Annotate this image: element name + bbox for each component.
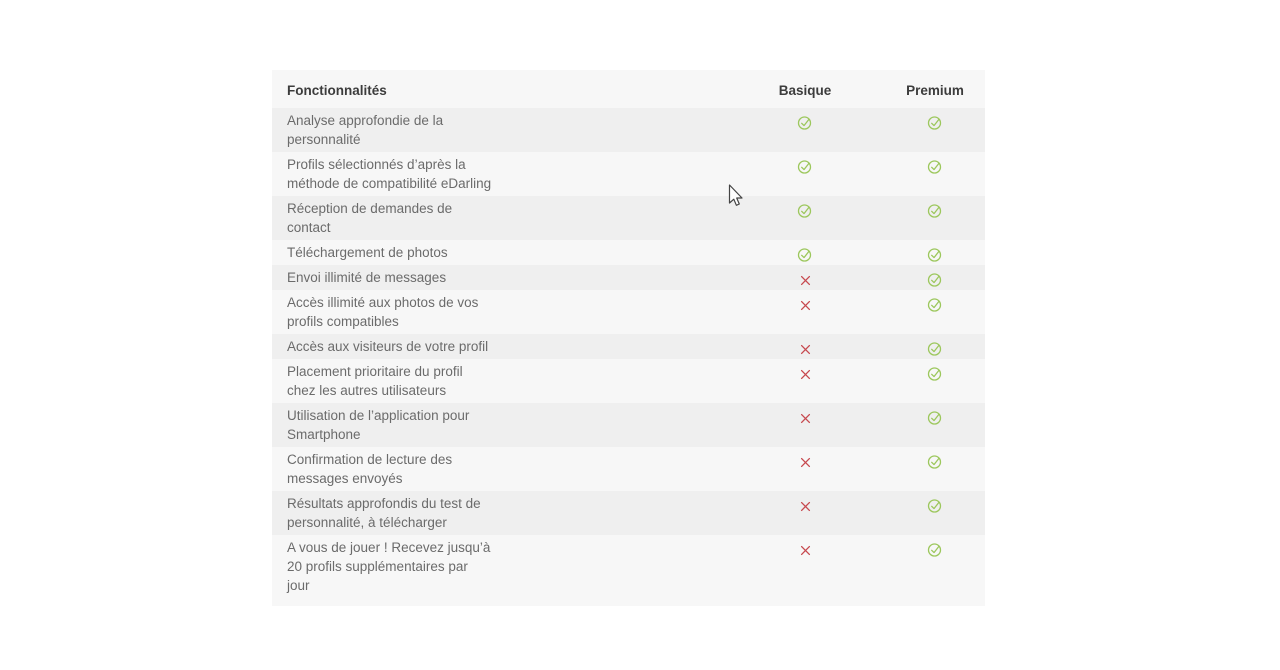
cross-icon	[800, 300, 811, 311]
cross-icon	[800, 413, 811, 424]
cross-icon	[800, 457, 811, 468]
premium-cell	[885, 334, 985, 359]
feature-label	[287, 337, 715, 356]
table-row	[272, 535, 985, 598]
check-circle-icon	[927, 498, 943, 514]
feature-label-line: Accès illimité aux photos de vos	[287, 295, 479, 310]
feature-label-line: chez les autres utilisateurs	[287, 383, 447, 398]
basique-cell	[725, 290, 885, 334]
feature-label	[287, 494, 715, 532]
feature-label-line: Résultats approfondis du test de	[287, 496, 481, 511]
feature-label-line: Confirmation de lecture des	[287, 452, 453, 467]
feature-label	[287, 406, 715, 444]
premium-cell	[885, 108, 985, 152]
basique-cell	[725, 491, 885, 535]
premium-cell	[885, 403, 985, 447]
premium-cell	[885, 152, 985, 196]
table-row	[272, 403, 985, 447]
feature-label-line: Accès aux visiteurs de votre profil	[287, 339, 489, 354]
premium-column-header: Premium	[906, 83, 964, 98]
feature-label-line: Utilisation de l’application pour	[287, 408, 470, 423]
check-circle-icon	[927, 341, 943, 357]
premium-cell	[885, 491, 985, 535]
feature-label	[287, 362, 715, 400]
check-circle-icon	[927, 247, 943, 263]
basique-cell	[725, 334, 885, 359]
check-circle-icon	[797, 203, 813, 219]
premium-cell	[885, 196, 985, 240]
basique-cell	[725, 265, 885, 290]
check-circle-icon	[797, 247, 813, 263]
check-circle-icon	[927, 454, 943, 470]
feature-label-line: 20 profils supplémentaires par	[287, 559, 468, 574]
check-circle-icon	[927, 542, 943, 558]
feature-label-line: Réception de demandes de	[287, 201, 453, 216]
check-circle-icon	[797, 115, 813, 131]
check-circle-icon	[927, 159, 943, 175]
features-column-header: Fonctionnalités	[287, 83, 387, 98]
feature-label-line: personnalité, à télécharger	[287, 515, 447, 530]
feature-label-line: Envoi illimité de messages	[287, 270, 447, 285]
cross-icon	[800, 545, 811, 556]
feature-label-line: Téléchargement de photos	[287, 245, 448, 260]
feature-label-line: Profils sélectionnés d’après la	[287, 157, 466, 172]
table-row	[272, 152, 985, 196]
feature-label	[287, 155, 715, 193]
check-circle-icon	[927, 297, 943, 313]
feature-label	[287, 268, 715, 287]
basique-column-header: Basique	[778, 83, 832, 98]
premium-cell	[885, 240, 985, 265]
table-row	[272, 334, 985, 359]
feature-label	[287, 450, 715, 488]
table-row	[272, 290, 985, 334]
premium-cell	[885, 535, 985, 598]
check-circle-icon	[927, 115, 943, 131]
table-row	[272, 265, 985, 290]
basique-cell	[725, 152, 885, 196]
feature-label	[287, 243, 715, 262]
table-header-row	[272, 70, 985, 108]
basique-cell	[725, 535, 885, 598]
basique-cell	[725, 403, 885, 447]
feature-label-line: jour	[287, 578, 310, 593]
feature-label-line: personnalité	[287, 132, 361, 147]
basique-cell	[725, 108, 885, 152]
feature-label	[287, 111, 715, 149]
feature-label-line: méthode de compatibilité eDarling	[287, 176, 492, 191]
basique-cell	[725, 240, 885, 265]
table-row	[272, 108, 985, 152]
feature-label	[287, 538, 715, 595]
plan-comparison-table	[272, 70, 985, 606]
feature-label-line: Placement prioritaire du profil	[287, 364, 463, 379]
feature-label	[287, 293, 715, 331]
table-row	[272, 491, 985, 535]
table-row	[272, 196, 985, 240]
check-circle-icon	[927, 203, 943, 219]
feature-label-line: profils compatibles	[287, 314, 399, 329]
table-row	[272, 240, 985, 265]
check-circle-icon	[797, 159, 813, 175]
features-table	[272, 70, 985, 598]
premium-cell	[885, 447, 985, 491]
table-row	[272, 359, 985, 403]
cross-icon	[800, 501, 811, 512]
premium-cell	[885, 265, 985, 290]
feature-label-line: contact	[287, 220, 331, 235]
feature-label	[287, 199, 715, 237]
basique-cell	[725, 196, 885, 240]
feature-label-line: A vous de jouer ! Recevez jusqu’à	[287, 540, 491, 555]
feature-label-line: Smartphone	[287, 427, 361, 442]
basique-cell	[725, 447, 885, 491]
feature-label-line: messages envoyés	[287, 471, 403, 486]
check-circle-icon	[927, 272, 943, 288]
check-circle-icon	[927, 410, 943, 426]
cross-icon	[800, 369, 811, 380]
feature-label-line: Analyse approfondie de la	[287, 113, 444, 128]
cross-icon	[800, 344, 811, 355]
check-circle-icon	[927, 366, 943, 382]
table-row	[272, 447, 985, 491]
basique-cell	[725, 359, 885, 403]
cross-icon	[800, 275, 811, 286]
premium-cell	[885, 290, 985, 334]
premium-cell	[885, 359, 985, 403]
